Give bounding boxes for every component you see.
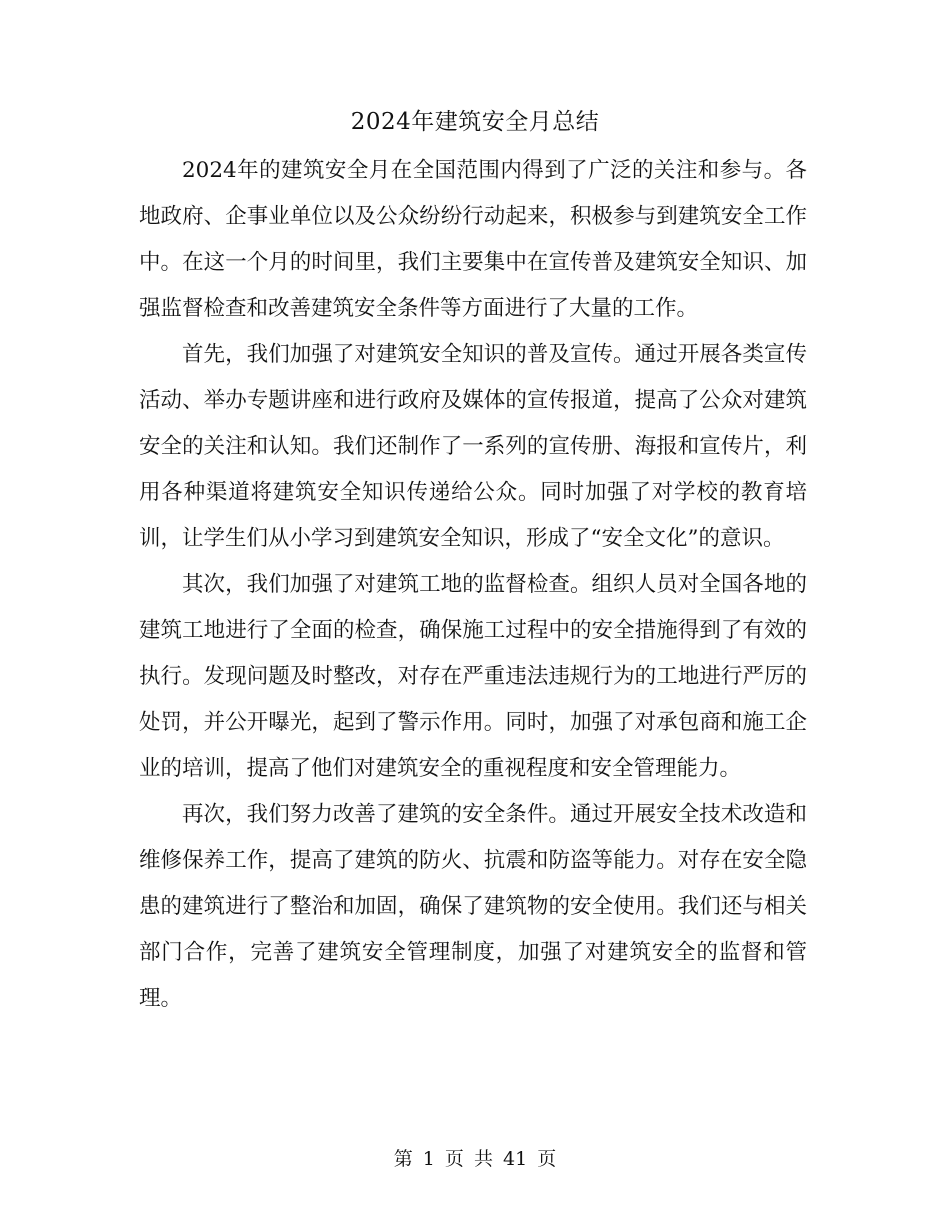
document-body <box>139 148 807 1022</box>
document-title: 2024年建筑安全月总结 <box>350 109 600 135</box>
paragraph-conditions: 再次，我们努力改善了建筑的安全条件。通过开展安全技术改造和维修保养工作，提高了建筑的防火、抗震和防盗等能力。对存在安全隐患的建筑进行了整治和加固，确保了建筑物的安全使用。我们还与相关部门合作，完善了建筑安全管理制度，加强了对建筑安全的监督和管理。 <box>139 802 807 1011</box>
paragraph-intro: 2024年的建筑安全月在全国范围内得到了广泛的关注和参与。各地政府、企事业单位以及公众纷纷行动起来，积极参与到建筑安全工作中。在这一个月的时间里，我们主要集中在宣传普及建筑安全知识、加强监督检查和改善建筑安全条件等方面进行了大量的工作。 <box>139 158 807 321</box>
paragraph-inspection: 其次，我们加强了对建筑工地的监督检查。组织人员对全国各地的建筑工地进行了全面的检查，确保施工过程中的安全措施得到了有效的执行。发现问题及时整改，对存在严重违法违规行为的工地进行严厉的处罚，并公开曝光，起到了警示作用。同时，加强了对承包商和施工企业的培训，提高了他们对建筑安全的重视程度和安全管理能力。 <box>139 572 807 781</box>
paragraph-publicity: 首先，我们加强了对建筑安全知识的普及宣传。通过开展各类宣传活动、举办专题讲座和进行政府及媒体的宣传报道，提高了公众对建筑安全的关注和认知。我们还制作了一系列的宣传册、海报和宣传片，利用各种渠道将建筑安全知识传递给公众。同时加强了对学校的教育培训，让学生们从小学习到建筑安全知识，形成了“安全文化”的意识。 <box>139 342 807 551</box>
page-number-footer: 第 1 页 共 41 页 <box>393 1148 557 1170</box>
